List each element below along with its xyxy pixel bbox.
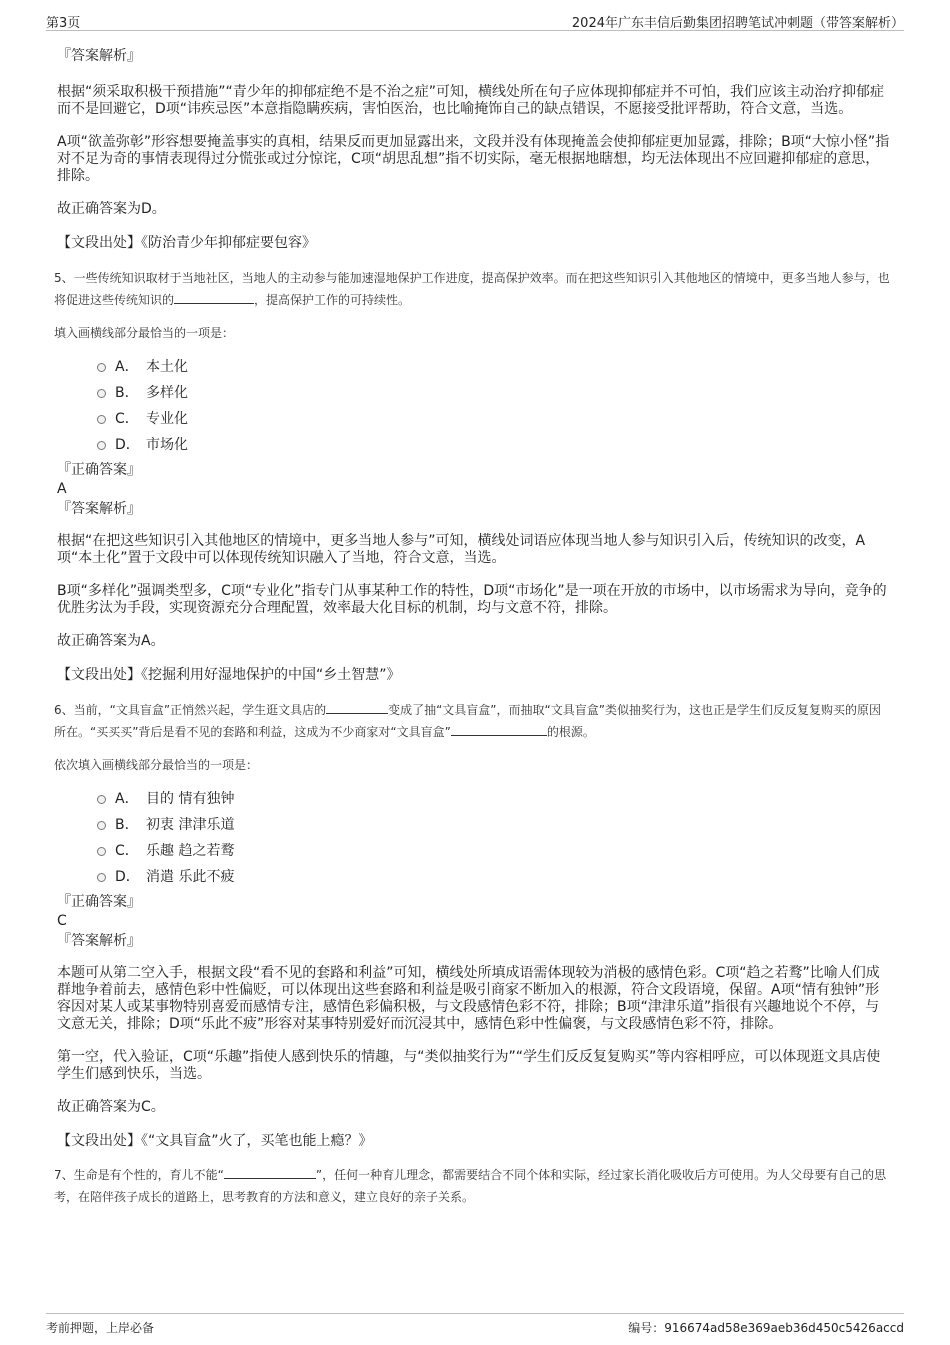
document-id: 编号：916674ad58e369aeb36d450c5426accd bbox=[628, 1321, 904, 1335]
radio-icon[interactable] bbox=[97, 847, 106, 856]
q6-blank-2 bbox=[451, 723, 547, 736]
q5-option-b[interactable]: B． 多样化 bbox=[97, 380, 892, 406]
q6-correct-label: 『正确答案』 bbox=[57, 894, 141, 910]
q4-source: 【文段出处】《防治青少年抑郁症要包容》 bbox=[57, 235, 316, 251]
footer-slogan: 考前押题，上岸必备 bbox=[46, 1321, 155, 1335]
q6-option-c[interactable]: C． 乐趣 趋之若鹜 bbox=[97, 838, 892, 864]
q7-blank bbox=[224, 1166, 316, 1179]
q5-analysis-label: 『答案解析』 bbox=[57, 501, 141, 517]
q5-correct-answer: A bbox=[57, 481, 67, 497]
q5-analysis-p2: B项“多样化”强调类型多，C项“专业化”指专门从事某种工作的特性，D项“市场化”是一项在开放的市场中，以市场需求为导向，竞争的优胜劣汰为手段，实现资源充分合理配置，效率最大化目标的机制，均与文意不符，排除。 bbox=[57, 583, 887, 616]
q5-option-c[interactable]: C． 专业化 bbox=[97, 406, 892, 432]
q5-stem bbox=[54, 267, 892, 311]
q7-stem-part1: 7、生命是有个性的，育儿不能“ bbox=[54, 1168, 224, 1182]
document-title: 2024年广东丰信后勤集团招聘笔试冲刺题（带答案解析） bbox=[571, 16, 904, 31]
q6-stem-part2: 变成了抽“文具盲盒”，而抽取“文具盲盒”类似抽奖行为，这也正是学生们反反复复购买的原因所在。“买买买”背后是看不见的套路和利益，这成为不少商家对“文具盲盒” bbox=[54, 703, 881, 739]
document-body bbox=[54, 44, 892, 1208]
q5-instruction: 填入画横线部分最恰当的一项是： bbox=[54, 326, 235, 340]
radio-icon[interactable] bbox=[97, 441, 106, 450]
q6-blank-1 bbox=[326, 701, 388, 714]
q6-stem bbox=[54, 699, 892, 743]
q6-conclusion: 故正确答案为C。 bbox=[57, 1099, 165, 1115]
q6-analysis-p2: 第一空，代入验证，C项“乐趣”指使人感到快乐的情趣，与“类似抽奖行为”“学生们反反复复购买”等内容相呼应，可以体现逛文具店使学生们感到快乐，当选。 bbox=[57, 1049, 881, 1082]
q5-correct-label: 『正确答案』 bbox=[57, 462, 141, 478]
q5-source: 【文段出处】《挖掘利用好湿地保护的中国“乡土智慧”》 bbox=[57, 667, 401, 683]
page-number: 第3页 bbox=[46, 16, 81, 31]
radio-icon[interactable] bbox=[97, 415, 106, 424]
q5-option-d[interactable]: D． 市场化 bbox=[97, 432, 892, 458]
q4-conclusion: 故正确答案为D。 bbox=[57, 201, 166, 217]
q5-option-a[interactable]: A． 本土化 bbox=[97, 354, 892, 380]
radio-icon[interactable] bbox=[97, 363, 106, 372]
radio-icon[interactable] bbox=[97, 873, 106, 882]
q5-conclusion: 故正确答案为A。 bbox=[57, 633, 165, 649]
radio-icon[interactable] bbox=[97, 821, 106, 830]
q6-option-a[interactable]: A． 目的 情有独钟 bbox=[97, 786, 892, 812]
q6-analysis-p1: 本题可从第二空入手，根据文段“看不见的套路和利益”可知，横线处所填成语需体现较为消极的感情色彩。C项“趋之若鹜”比喻人们成群地争着前去，感情色彩中性偏贬，可以体现出这些套路和利益是吸引商家不断加入的根源，符合文段语境，保留。A项“情有独钟”形容因对某人或某事物特别喜爱而感情专注，感情色彩偏积极，与文段感情色彩不符，排除；B项“津津乐道”指很有兴趣地说个不停，与文意无关，排除；D项“乐此不疲”形容对某事特别爱好而沉浸其中，感情色彩中性偏褒，与文段感情色彩不符，排除。 bbox=[57, 965, 880, 1032]
q6-source: 【文段出处】《“文具盲盒”火了，买笔也能上瘾？》 bbox=[57, 1133, 373, 1149]
q4-analysis-p1: 根据“须采取积极干预措施”“青少年的抑郁症绝不是不治之症”可知，横线处所在句子应体现抑郁症并不可怕，我们应该主动治疗抑郁症而不是回避它，D项“讳疾忌医”本意指隐瞒疾病，害怕医治，也比喻掩饰自己的缺点错误，不愿接受批评帮助，符合文意，当选。 bbox=[57, 84, 885, 117]
q6-instruction: 依次填入画横线部分最恰当的一项是： bbox=[54, 758, 259, 772]
q6-analysis-label: 『答案解析』 bbox=[57, 933, 141, 949]
q6-stem-part3: 的根源。 bbox=[546, 725, 595, 739]
radio-icon[interactable] bbox=[97, 795, 106, 804]
q5-blank bbox=[174, 291, 254, 304]
q6-stem-part1: 6、当前，“文具盲盒”正悄然兴起，学生逛文具店的 bbox=[54, 703, 327, 717]
page-footer bbox=[46, 1313, 904, 1338]
radio-icon[interactable] bbox=[97, 389, 106, 398]
q5-stem-part2: ，提高保护工作的可持续性。 bbox=[254, 293, 411, 307]
q6-option-b[interactable]: B． 初衷 津津乐道 bbox=[97, 812, 892, 838]
page-header bbox=[46, 8, 904, 31]
q4-analysis-p2: A项“欲盖弥彰”形容想要掩盖事实的真相，结果反而更加显露出来，文段并没有体现掩盖会使抑郁症更加显露，排除；B项“大惊小怪”指对不足为奇的事情表现得过分慌张或过分惊诧，C项“胡思乱想”指不切实际，毫无根据地瞎想，均无法体现出不应回避抑郁症的意思，排除。 bbox=[57, 134, 890, 184]
q6-option-d[interactable]: D． 消遣 乐此不疲 bbox=[97, 864, 892, 890]
q5-options bbox=[57, 354, 892, 458]
q6-correct-answer: C bbox=[57, 913, 67, 929]
q7-stem-part2: ”，任何一种育儿理念，都需要结合不同个体和实际，经过家长消化吸收后方可使用。为人父母要有自己的思考，在陪伴孩子成长的道路上，思考教育的方法和意义，建立良好的亲子关系。 bbox=[54, 1168, 887, 1204]
q5-analysis-p1: 根据“在把这些知识引入其他地区的情境中，更多当地人参与”可知，横线处词语应体现当地人参与知识引入后，传统知识的改变，A项“本土化”置于文段中可以体现传统知识融入了当地，符合文意，当选。 bbox=[57, 533, 866, 566]
q6-options bbox=[57, 786, 892, 890]
q5-stem-part1: 5、一些传统知识取材于当地社区，当地人的主动参与能加速湿地保护工作进度，提高保护效率。而在把这些知识引入其他地区的情境中，更多当地人参与，也将促进这些传统知识的 bbox=[54, 271, 890, 307]
q4-analysis-label: 『答案解析』 bbox=[57, 48, 141, 64]
q7-stem bbox=[54, 1164, 892, 1208]
